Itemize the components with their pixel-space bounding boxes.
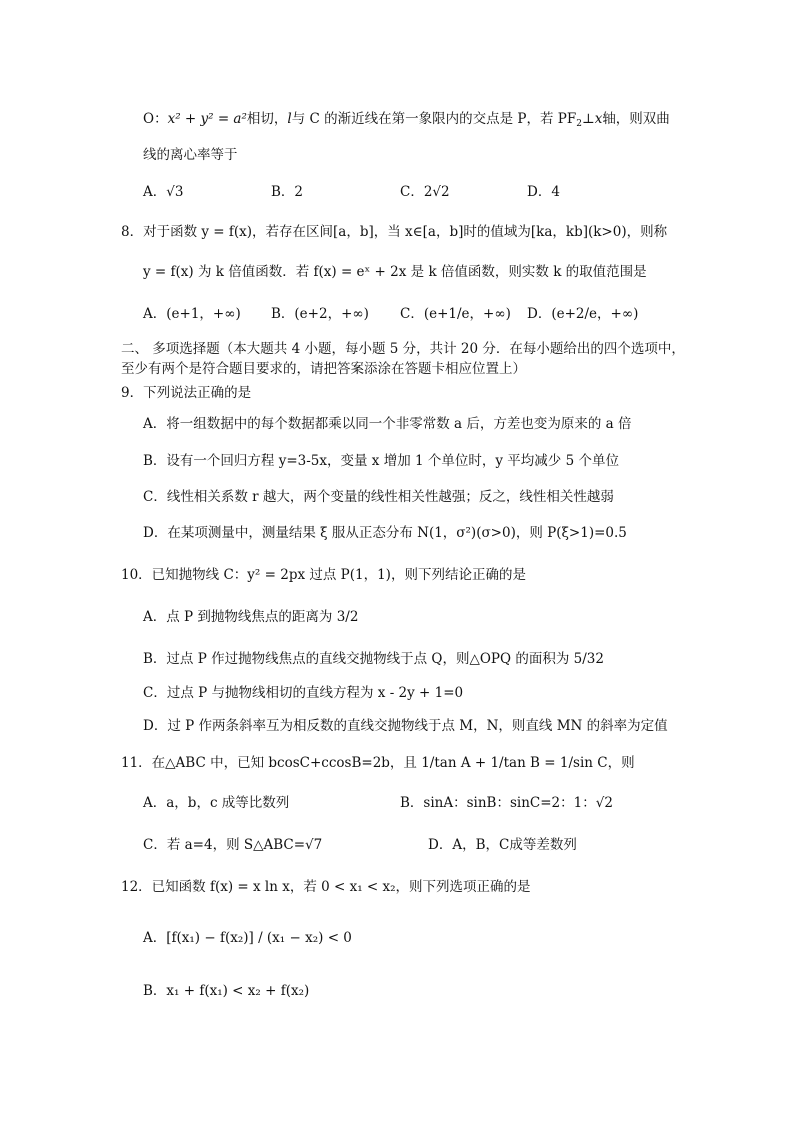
q11-option-b: B．sinA：sinB：sinC=2：1：√2: [400, 795, 613, 811]
section2-header-line2: 至少有两个是符合题目要求的，请把答案添涂在答题卡相应位置上）: [121, 361, 526, 377]
q9-option-d: D．在某项测量中，测量结果 ξ 服从正态分布 N(1，σ²)(σ>0)，则 P(ξ>1)=0.5: [143, 525, 627, 541]
q11-stem: 11．在△ABC 中，已知 bcosC+ccosB=2b，且 1/tan A + 1/tan B = 1/sin C，则: [121, 755, 635, 771]
q8-option-c: C．(e+1/e，+∞): [400, 306, 511, 322]
q11-option-c: C．若 a=4，则 S△ABC=√7: [143, 837, 323, 853]
q8-option-a: A．(e+1，+∞): [143, 306, 241, 322]
q8-option-d: D．(e+2/e，+∞): [527, 306, 639, 322]
q8-stem-line1: 8．对于函数 y = f(x)，若存在区间[a，b]，当 x∈[a，b]时的值域为[ka，kb](k>0)，则称: [121, 224, 668, 240]
q11-option-d: D．A，B，C成等差数列: [428, 837, 577, 853]
q10-option-c: C．过点 P 与抛物线相切的直线方程为 x - 2y + 1=0: [143, 685, 464, 701]
q12-stem: 12．已知函数 f(x) = x ln x，若 0 < x₁ < x₂，则下列选项正确的是: [121, 879, 531, 895]
q7-stem-line1: O：x² + y² = a²相切，l与 C 的渐近线在第一象限内的交点是 P，若 $PF_2\perp x$轴，则双曲: [143, 111, 670, 129]
q11-option-a: A．a，b，c 成等比数列: [143, 795, 290, 811]
q9-option-c: C．线性相关系数 r 越大，两个变量的线性相关性越强；反之，线性相关性越弱: [143, 489, 614, 505]
q7-option-a: A．√3: [143, 184, 184, 200]
q10-option-a: A．点 P 到抛物线焦点的距离为 3/2: [143, 609, 359, 625]
q10-option-d: D．过 P 作两条斜率互为相反数的直线交抛物线于点 M，N，则直线 MN 的斜率为定值: [143, 718, 668, 734]
q8-stem-line2: y = f(x) 为 k 倍值函数．若 f(x) = eˣ + 2x 是 k 倍值函数，则实数 k 的取值范围是: [143, 264, 647, 280]
q9-option-b: B．设有一个回归方程 y=3-5x，变量 x 增加 1 个单位时，y 平均减少 5 个单位: [143, 453, 619, 469]
q10-stem: 10．已知抛物线 C：y² = 2px 过点 P(1，1)，则下列结论正确的是: [121, 567, 526, 583]
q9-stem: 9．下列说法正确的是: [121, 385, 252, 401]
q12-option-b: B．x₁ + f(x₁) < x₂ + f(x₂): [143, 983, 310, 999]
q7-option-c: C．2√2: [400, 184, 450, 200]
q9-option-a: A．将一组数据中的每个数据都乘以同一个非零常数 a 后，方差也变为原来的 a 倍: [143, 416, 632, 432]
q8-option-b: B．(e+2，+∞): [271, 306, 369, 322]
q7-stem-line2: 线的离心率等于: [143, 147, 238, 163]
q12-option-a: A．[f(x₁) − f(x₂)] / (x₁ − x₂) < 0: [143, 930, 352, 946]
q10-option-b: B．过点 P 作过抛物线焦点的直线交抛物线于点 Q，则△OPQ 的面积为 5/32: [143, 651, 604, 667]
q7-option-b: B．2: [271, 184, 304, 200]
q7-option-d: D．4: [527, 184, 560, 200]
section2-header-line1: 二、 多项选择题（本大题共 4 小题，每小题 5 分，共计 20 分．在每小题给出的四个选项中，: [121, 341, 685, 357]
